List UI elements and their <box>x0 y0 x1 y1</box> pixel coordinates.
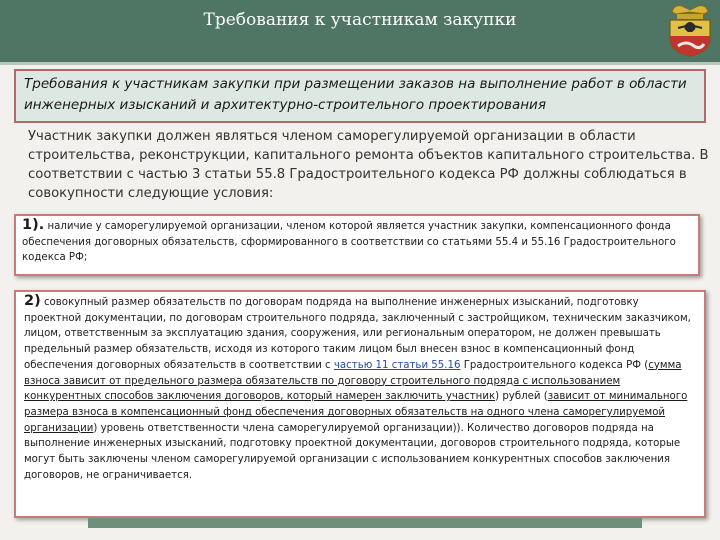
condition-2-number: 2) <box>24 293 41 309</box>
condition-2-box <box>14 290 706 518</box>
slide-title: Требования к участникам закупки <box>203 10 517 30</box>
condition-1-text: наличие у саморегулируемой организации, членом которой является участник закупки, компенсационного фонда обеспечения договорных обязательств, сформированного в соответствии со статьями 55.4 и 55.16 Градостроительного кодекса РФ; <box>22 221 676 264</box>
condition-2-text-b: Градостроительного кодекса РФ ( <box>460 359 649 371</box>
condition-2-text-f: ) уровень ответственности члена саморегулируемой организации)). Количество договоров подряда на выполнение инженерных изысканий, подготовку проектной документации, договоров строительного подряда, которые могут быть заключены членом саморегулируемой организации с использованием конкурентных способов заключения договоров, не ограничивается. <box>24 422 681 481</box>
condition-1-number: 1). <box>22 217 45 233</box>
law-article-link[interactable]: частью 11 статьи 55.16 <box>333 359 461 371</box>
header-divider <box>0 62 720 65</box>
bottom-decoration <box>88 518 642 528</box>
intro-paragraph: Участник закупки должен являться членом саморегулируемой организации в области строительства, реконструкции, капитального ремонта объектов капитального строительства. В соответствии с частью 3 статьи 55.8 Градостроительного кодекса РФ должны соблюдаться в совокупности следующие условия: <box>28 129 709 201</box>
condition-1-box <box>14 214 700 276</box>
coat-of-arms-icon <box>664 2 716 58</box>
condition-2-text-a: совокупный размер обязательств по договорам подряда на выполнение инженерных изысканий, подготовку проектной документации, по договорам строительного подряда, заключенный с застройщиком, техническим заказчиком, лицом, ответственным за эксплуатацию здания, сооружения, или региональным оператором, не должен превышать предельный размер обязательств, исходя из которого таким лицом был внесен взнос в компенсационный фонд обеспечения договорных обязательств в соответствии с <box>24 297 691 371</box>
condition-2-text-c: сумма взноса зависит от предельного размера обязательств по договору строительного подряда с использованием конкурентных способов заключения договоров, который намерен заключить участник <box>24 359 682 403</box>
condition-2-text-e: зависит от минимального размера взноса в компенсационный фонд обеспечения договорных обязательств на одного члена саморегулируемой организации <box>24 391 688 434</box>
condition-2-text-d: ) рублей ( <box>495 391 548 403</box>
slide-header <box>0 0 720 62</box>
slide-subtitle: Требования к участникам закупки при размещении заказов на выполнение работ в области инженерных изысканий и архитектурно-строительного проектирования <box>14 69 706 123</box>
